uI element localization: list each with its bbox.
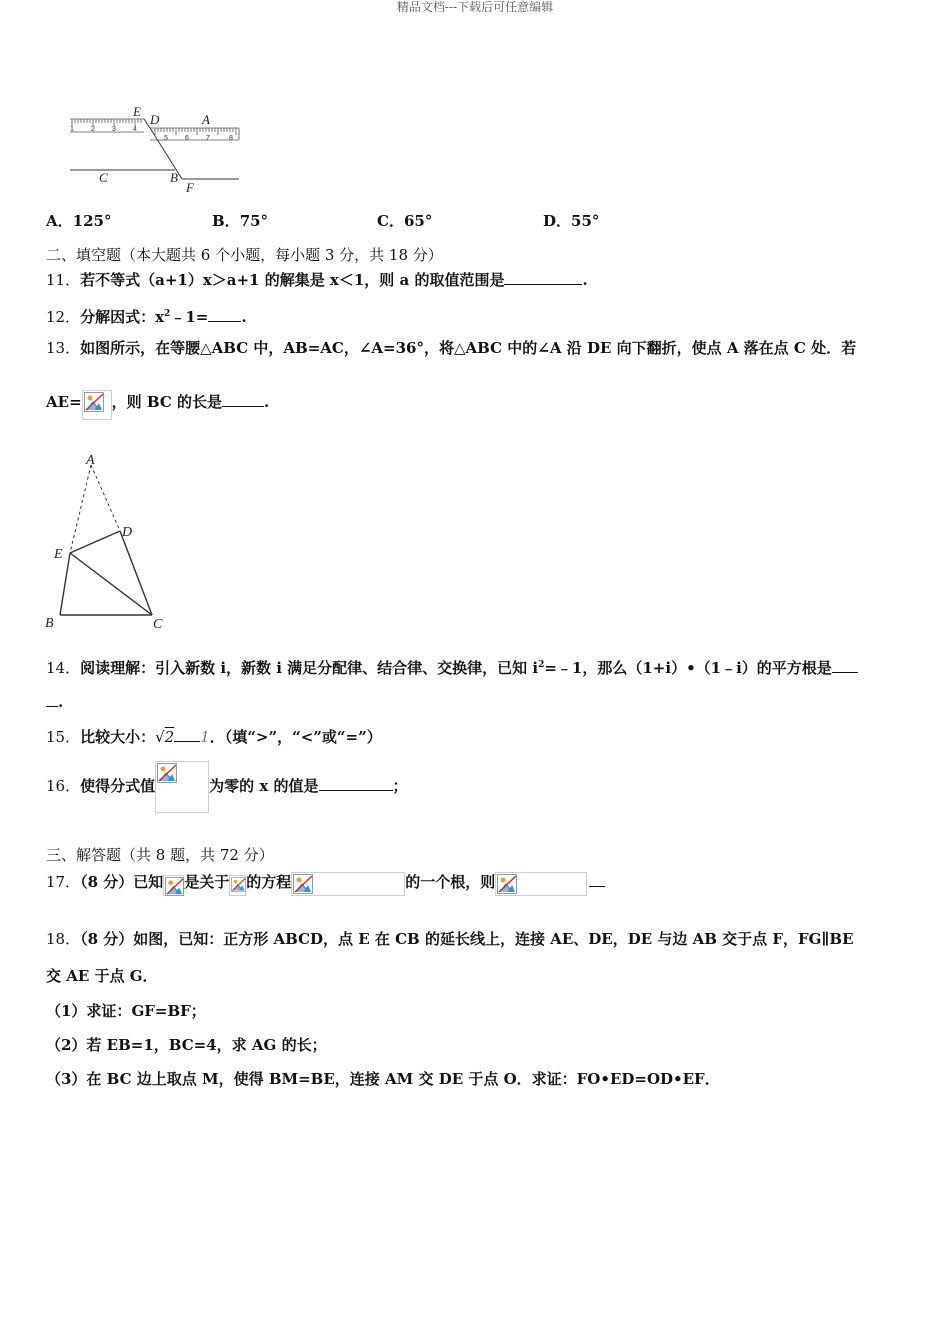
ruler-figure <box>66 104 246 196</box>
question-17: 17．（8 分）已知 是关于 的方程 的一个根，则 <box>46 868 605 896</box>
ruler-tick-7: 7 <box>206 135 210 142</box>
section-2-title: 二、填空题（本大题共 6 个小题，每小题 3 分，共 18 分） <box>46 246 443 264</box>
section-3-title: 三、解答题（共 8 题，共 72 分） <box>46 846 274 864</box>
question-13: 13．如图所示，在等腰△ABC 中，AB=AC，∠A=36°，将△ABC 中的∠A 沿 DE 向下翻折，使点 A 落在点 C 处．若 <box>46 339 857 357</box>
triangle-figure <box>40 450 170 635</box>
answer-blank <box>319 776 393 791</box>
image-placeholder-icon <box>497 874 517 894</box>
option-d: D．55° <box>543 212 600 230</box>
question-14-line-2: . <box>46 692 63 712</box>
question-12: 12．分解因式：$x^2﹣1=$ . <box>46 308 247 326</box>
image-placeholder-icon <box>293 874 313 894</box>
ruler-tick-8: 8 <box>229 135 233 142</box>
broken-image <box>291 872 405 896</box>
ruler-tick-3: 3 <box>112 126 116 133</box>
image-placeholder-icon <box>165 877 184 896</box>
broken-image <box>82 390 112 420</box>
label-A: A <box>202 112 210 127</box>
answer-blank <box>208 307 241 322</box>
broken-image <box>155 761 209 813</box>
label-B: B <box>170 170 178 185</box>
answer-blank <box>504 270 582 285</box>
broken-image <box>163 875 184 896</box>
ruler-tick-5: 5 <box>164 135 168 142</box>
page-header: 精品文档---下载后可任意编辑 <box>396 0 554 14</box>
option-a: A．125° <box>46 212 112 230</box>
label-F: F <box>186 180 194 195</box>
broken-image <box>495 872 587 896</box>
option-b: B．75° <box>212 212 269 230</box>
answer-blank <box>832 658 858 673</box>
question-14: 14．阅读理解：引入新数 i，新数 i 满足分配律、结合律、交换律，已知 $i^2=﹣1$，那么（1+i）•（1﹣i）的平方根是 <box>46 655 858 678</box>
ruler-tick-6: 6 <box>185 135 189 142</box>
sqrt-symbol: √2 <box>155 728 175 746</box>
question-18-line-2: 交 AE 于点 G． <box>46 967 158 985</box>
answer-blank <box>589 872 605 887</box>
image-placeholder-icon <box>84 392 104 412</box>
image-placeholder-icon <box>157 763 177 783</box>
label-D: D <box>150 112 160 127</box>
ruler-tick-2: 2 <box>91 126 95 133</box>
image-placeholder-icon <box>231 877 246 892</box>
question-16: 16．使得分式值 为零的 x 的值是 ； <box>46 760 408 813</box>
ruler-tick-4: 4 <box>133 126 137 133</box>
ruler-tick-1: 1 <box>70 126 74 133</box>
option-c: C．65° <box>377 212 433 230</box>
answer-blank <box>222 392 264 407</box>
label-C: C <box>99 170 108 185</box>
broken-image <box>229 875 246 896</box>
question-15: 15．比较大小：√2 1．（填“>”，“<”或“=”） <box>46 728 382 746</box>
question-18-part-1: （1）求证：GF=BF； <box>46 1002 206 1020</box>
label-C: C <box>153 617 163 632</box>
question-11: 11．若不等式（a+1）x＞a+1 的解集是 x＜1，则 a 的取值范围是 . <box>46 271 588 289</box>
label-B: B <box>45 616 54 631</box>
question-18: 18．（8 分）如图，已知：正方形 ABCD，点 E 在 CB 的延长线上，连接 AE、DE，DE 与边 AB 交于点 F，FG∥BE <box>46 930 854 948</box>
label-D: D <box>122 525 133 540</box>
question-18-part-3: （3）在 BC 边上取点 M，使得 BM=BE，连接 AM 交 DE 于点 O．求证：FO•ED=OD•EF． <box>46 1070 720 1088</box>
label-E: E <box>54 547 63 562</box>
answer-blank <box>174 727 200 742</box>
label-E: E <box>133 104 141 119</box>
question-13-line-2: AE= ，则 BC 的长是 . <box>46 384 269 420</box>
question-18-part-2: （2）若 EB=1，BC=4，求 AG 的长； <box>46 1036 327 1054</box>
answer-blank <box>46 692 58 707</box>
label-A: A <box>86 453 95 468</box>
